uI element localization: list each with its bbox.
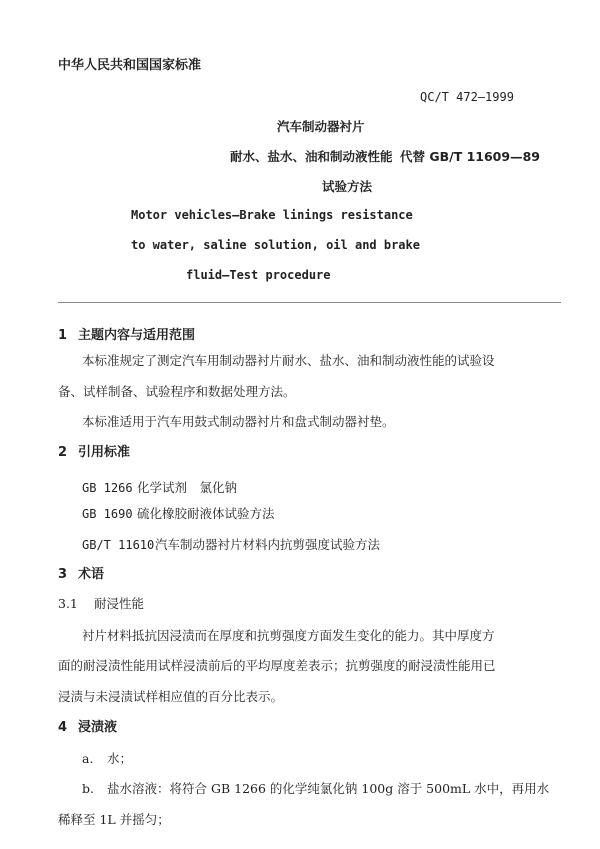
english-title-2: to water, saline solution, oil and brake <box>131 238 420 252</box>
reference-item: GB 1266 化学试剂 氯化钠 <box>82 480 238 495</box>
section-2-heading: 2 引用标准 <box>58 445 131 460</box>
section-3-heading: 3 术语 <box>58 567 105 582</box>
section-1-para-1b: 备、试样制备、试验程序和数据处理方法。 <box>58 384 296 399</box>
list-item-b: b. 盐水溶液：将符合 GB 1266 的化学纯氯化钠 100g 溶于 500mL 水中，再用水 <box>82 781 550 796</box>
section-4-heading: 4 浸渍液 <box>58 720 118 735</box>
list-item-b-continued: 稀释至 1L 并摇匀； <box>58 812 170 827</box>
reference-item: GB 1690 硫化橡胶耐液体试验方法 <box>82 506 275 521</box>
english-title-1: Motor vehicles—Brake linings resistance <box>131 208 413 222</box>
standard-code: QC/T 472—1999 <box>420 90 514 104</box>
title-line-1: 汽车制动器衬片 <box>277 119 365 134</box>
section-3-para-b: 面的耐浸渍性能用试样浸渍前后的平均厚度差表示；抗剪强度的耐浸渍性能用已 <box>58 658 496 673</box>
header-divider <box>58 302 561 303</box>
section-1-heading: 1 主题内容与适用范围 <box>58 328 196 343</box>
title-line-3: 试验方法 <box>322 179 373 194</box>
section-3-para-a: 衬片材料抵抗因浸渍而在厚度和抗剪强度方面发生变化的能力。其中厚度方 <box>82 628 495 643</box>
section-1-para-1a: 本标准规定了测定汽车用制动器衬片耐水、盐水、油和制动液性能的试验设 <box>82 353 495 368</box>
title-line-2: 耐水、盐水、油和制动液性能 <box>230 149 393 164</box>
english-title-3: fluid—Test procedure <box>186 268 331 282</box>
org-title: 中华人民共和国国家标准 <box>58 58 202 73</box>
replaces-note: 代替 GB/T 11609—89 <box>400 149 540 164</box>
reference-item: GB/T 11610汽车制动器衬片材料内抗剪强度试验方法 <box>82 537 381 552</box>
section-1-para-2: 本标准适用于汽车用鼓式制动器衬片和盘式制动器衬垫。 <box>82 414 395 429</box>
list-item-a: a. 水； <box>82 751 133 766</box>
section-3-para-c: 浸渍与未浸渍试样相应值的百分比表示。 <box>58 689 284 704</box>
section-3-1-heading: 3.1 耐浸性能 <box>58 596 145 611</box>
